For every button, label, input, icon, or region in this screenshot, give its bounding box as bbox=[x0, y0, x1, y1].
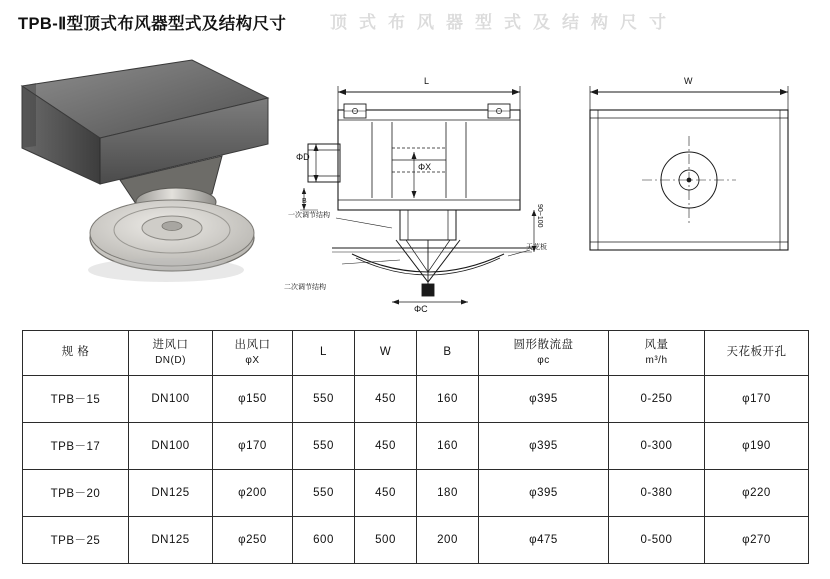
header-inlet-line1: 进风口 bbox=[152, 339, 189, 352]
dim-label-L: L bbox=[424, 76, 430, 86]
cell-model: TPB－17 bbox=[23, 423, 129, 470]
header-opening bbox=[705, 331, 809, 376]
table-row bbox=[23, 376, 809, 423]
dim-label-height-range: 90~100 bbox=[536, 204, 543, 228]
cell-w: 450 bbox=[355, 470, 417, 517]
header-l bbox=[293, 331, 355, 376]
cell-outlet: φ250 bbox=[213, 517, 293, 564]
cell-w: 500 bbox=[355, 517, 417, 564]
table-row bbox=[23, 423, 809, 470]
header-disc-line1: 圆形散流盘 bbox=[513, 339, 574, 352]
header-opening-line1: 天花板开孔 bbox=[726, 346, 787, 359]
dim-label-phi-C: ΦC bbox=[414, 304, 428, 314]
note-primary-structure: 一次调节结构 bbox=[288, 212, 330, 219]
header-airflow-line2: m³/h bbox=[645, 355, 668, 366]
cell-l: 550 bbox=[293, 376, 355, 423]
header-l-line1: L bbox=[320, 346, 327, 359]
cell-inlet: DN100 bbox=[129, 423, 213, 470]
cell-airflow: 0-500 bbox=[609, 517, 705, 564]
cell-model: TPB－15 bbox=[23, 376, 129, 423]
header-outlet bbox=[213, 331, 293, 376]
header-inlet bbox=[129, 331, 213, 376]
cell-inlet: DN100 bbox=[129, 376, 213, 423]
cell-l: 550 bbox=[293, 423, 355, 470]
cell-airflow: 0-250 bbox=[609, 376, 705, 423]
header-outlet-line1: 出风口 bbox=[234, 339, 271, 352]
header-airflow bbox=[609, 331, 705, 376]
cell-disc: φ395 bbox=[479, 376, 609, 423]
cell-opening: φ270 bbox=[705, 517, 809, 564]
header-disc-line2: φc bbox=[537, 355, 550, 366]
note-secondary-structure: 二次调节结构 bbox=[284, 284, 326, 291]
table-header-row bbox=[23, 331, 809, 376]
header-airflow-line1: 风量 bbox=[644, 339, 669, 352]
cell-inlet: DN125 bbox=[129, 470, 213, 517]
cell-airflow: 0-300 bbox=[609, 423, 705, 470]
cell-l: 600 bbox=[293, 517, 355, 564]
header-b-line1: B bbox=[443, 346, 452, 359]
header-disc bbox=[479, 331, 609, 376]
header-inlet-line2: DN(D) bbox=[155, 355, 186, 366]
header-model-line1: 规 格 bbox=[61, 346, 90, 359]
page-title: TPB-Ⅱ型顶式布风器型式及结构尺寸 bbox=[18, 15, 287, 33]
cell-airflow: 0-380 bbox=[609, 470, 705, 517]
table-row bbox=[23, 517, 809, 564]
cell-outlet: φ200 bbox=[213, 470, 293, 517]
note-ceiling: 天花板 bbox=[526, 244, 547, 251]
cell-disc: φ395 bbox=[479, 470, 609, 517]
dim-label-B: B bbox=[302, 198, 307, 205]
header-b bbox=[417, 331, 479, 376]
cell-outlet: φ170 bbox=[213, 423, 293, 470]
dim-label-phi-X: ΦX bbox=[418, 162, 432, 172]
cell-opening: φ220 bbox=[705, 470, 809, 517]
cell-opening: φ170 bbox=[705, 376, 809, 423]
cell-b: 160 bbox=[417, 376, 479, 423]
product-photo bbox=[16, 52, 288, 302]
spec-table bbox=[22, 330, 809, 564]
title-watermark: 顶式布风器型式及结构尺寸 bbox=[330, 13, 678, 32]
cell-disc: φ475 bbox=[479, 517, 609, 564]
specification-table bbox=[22, 330, 808, 564]
cell-model: TPB－20 bbox=[23, 470, 129, 517]
dim-label-phi-D: ΦD bbox=[296, 152, 310, 162]
header-w-line1: W bbox=[379, 346, 392, 359]
cell-b: 160 bbox=[417, 423, 479, 470]
cell-opening: φ190 bbox=[705, 423, 809, 470]
table-row bbox=[23, 470, 809, 517]
cell-inlet: DN125 bbox=[129, 517, 213, 564]
header-outlet-line2: φX bbox=[245, 355, 260, 366]
cell-disc: φ395 bbox=[479, 423, 609, 470]
cell-l: 550 bbox=[293, 470, 355, 517]
header-model bbox=[23, 331, 129, 376]
cell-b: 200 bbox=[417, 517, 479, 564]
dim-label-W: W bbox=[684, 76, 693, 86]
cell-b: 180 bbox=[417, 470, 479, 517]
section-drawing bbox=[284, 52, 556, 314]
cell-w: 450 bbox=[355, 376, 417, 423]
header-w bbox=[355, 331, 417, 376]
cell-model: TPB－25 bbox=[23, 517, 129, 564]
plan-drawing bbox=[566, 52, 816, 310]
cell-w: 450 bbox=[355, 423, 417, 470]
cell-outlet: φ150 bbox=[213, 376, 293, 423]
